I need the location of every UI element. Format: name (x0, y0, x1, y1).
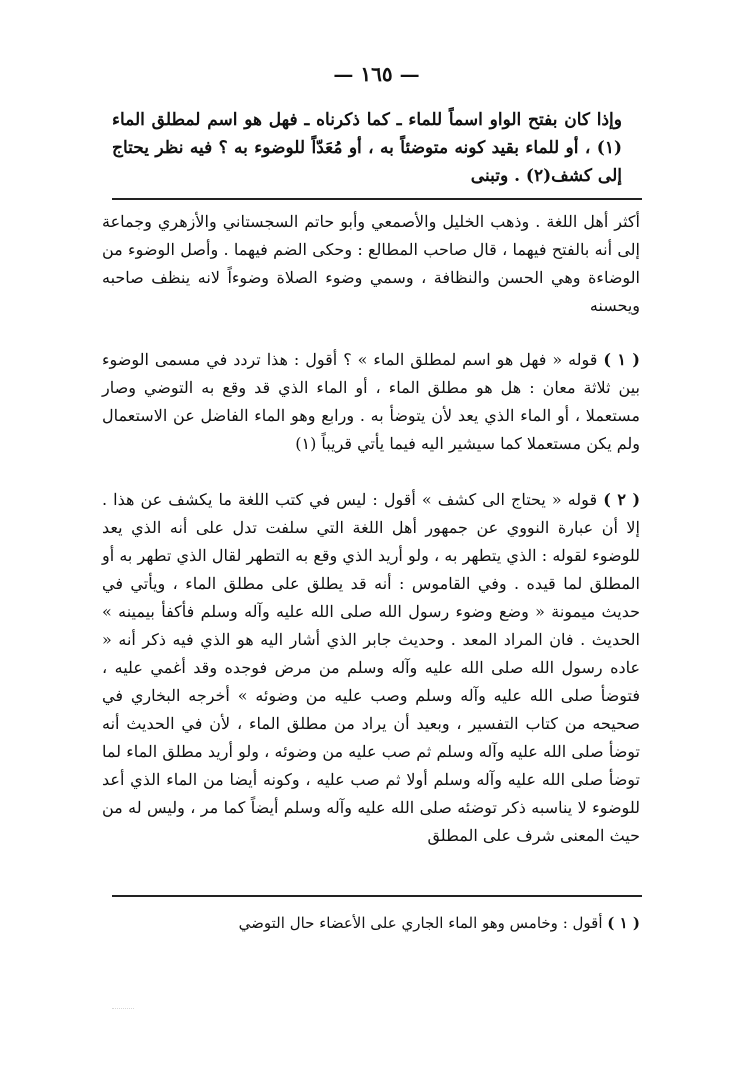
sub-footnote (102, 909, 640, 937)
sub-footnote-text: أقول : وخامس وهو الماء الجاري على الأعضاء حال التوضي (238, 914, 603, 932)
footnote-2-number: ( ٢ ) (603, 490, 641, 509)
footnote-1-text: قوله « فهل هو اسم لمطلق الماء » ؟ أقول : هذا تردد في مسمى الوضوء بين ثلاثة معان : هل هو مطلق الماء ، أو الماء الذي قد وقع به التوضي وصار مستعملا ، أو الماء الذي يعد لأن يتوضأ به . ورابع وهو الماء الفاضل عن الاستعمال ولم يكن مستعملا كما سيشير اليه فيما يأتي قريباً (١) (102, 350, 640, 453)
footnote-divider (112, 198, 642, 200)
footnote-continuation-text: أكثر أهل اللغة . وذهب الخليل والأصمعي وأبو حاتم السجستاني والأزهري وجماعة إلى أنه بالفتح فيهما ، قال صاحب المطالع : وحكى الضم فيهما . وأصل الوضوء من الوضاءة وهي الحسن والنظافة ، وسمي وضوء الصلاة وضوءاً لانه ينظف صاحبه ويحسنه (102, 212, 641, 315)
sub-footnote-divider (112, 895, 642, 897)
footnote-1 (102, 346, 640, 458)
footnote-continuation (102, 208, 640, 320)
footnote-2-text: قوله « يحتاج الى كشف » أقول : ليس في كتب اللغة ما يكشف عن هذا . إلا أن عبارة النووي عن جمهور أهل اللغة التي سلفت تدل على أنه الذي يعد للوضوء لقوله : الذي يتطهر به ، ولو أريد الذي وقع به التطهر لقال الذي تطهر به أو المطلق لما قيده . وفي القاموس : أنه قد يطلق على مطلق الماء ، ويأتي في حديث ميمونة « وضع وضوء رسول الله صلى الله عليه وآله وسلم فأكفأ بيمينه » الحديث . فان المراد المعد . وحديث جابر الذي أشار اليه هو الذي فيه ذكر أنه « عاده رسول الله صلى الله عليه وآله وسلم من مرض فوجده وقد أغمي عليه ، فتوضأ صلى الله عليه وآله وسلم وصب عليه من وضوئه » أخرجه البخاري في صحيحه من كتاب التفسير ، وبعيد أن يراد من مطلق الماء ، لأن في الحديث أنه توضأ صلى الله عليه وآله وسلم ثم صب عليه من وضوئه ، ولو أريد مطلق الماء لما توضأ صلى الله عليه وآله وسلم أولا ثم صب عليه ، وكونه أيضا من الماء الذي أعد للوضوء لا يناسبه ذكر توضئه صلى الله عليه وآله وسلم أيضاً كما مر ، وليس له من حيث المعنى شرف على المطلق (102, 490, 640, 845)
footnote-1-number: ( ١ ) (603, 350, 641, 369)
main-paragraph: وإذا كان بفتح الواو اسماً للماء ـ كما ذكرناه ـ فهل هو اسم لمطلق الماء (١) ، أو للماء بقيد كونه متوضئاً به ، أو مُعَدّاً للوضوء به ؟ فيه نظر يحتاج إلى كشف(٢) . وتبنى (112, 110, 622, 186)
main-text (112, 106, 622, 190)
page-number: — ١٦٥ — (333, 62, 420, 86)
footnote-2 (102, 486, 640, 850)
sub-footnote-number: ( ١ ) (607, 914, 640, 932)
scan-smudge (112, 1008, 134, 1015)
